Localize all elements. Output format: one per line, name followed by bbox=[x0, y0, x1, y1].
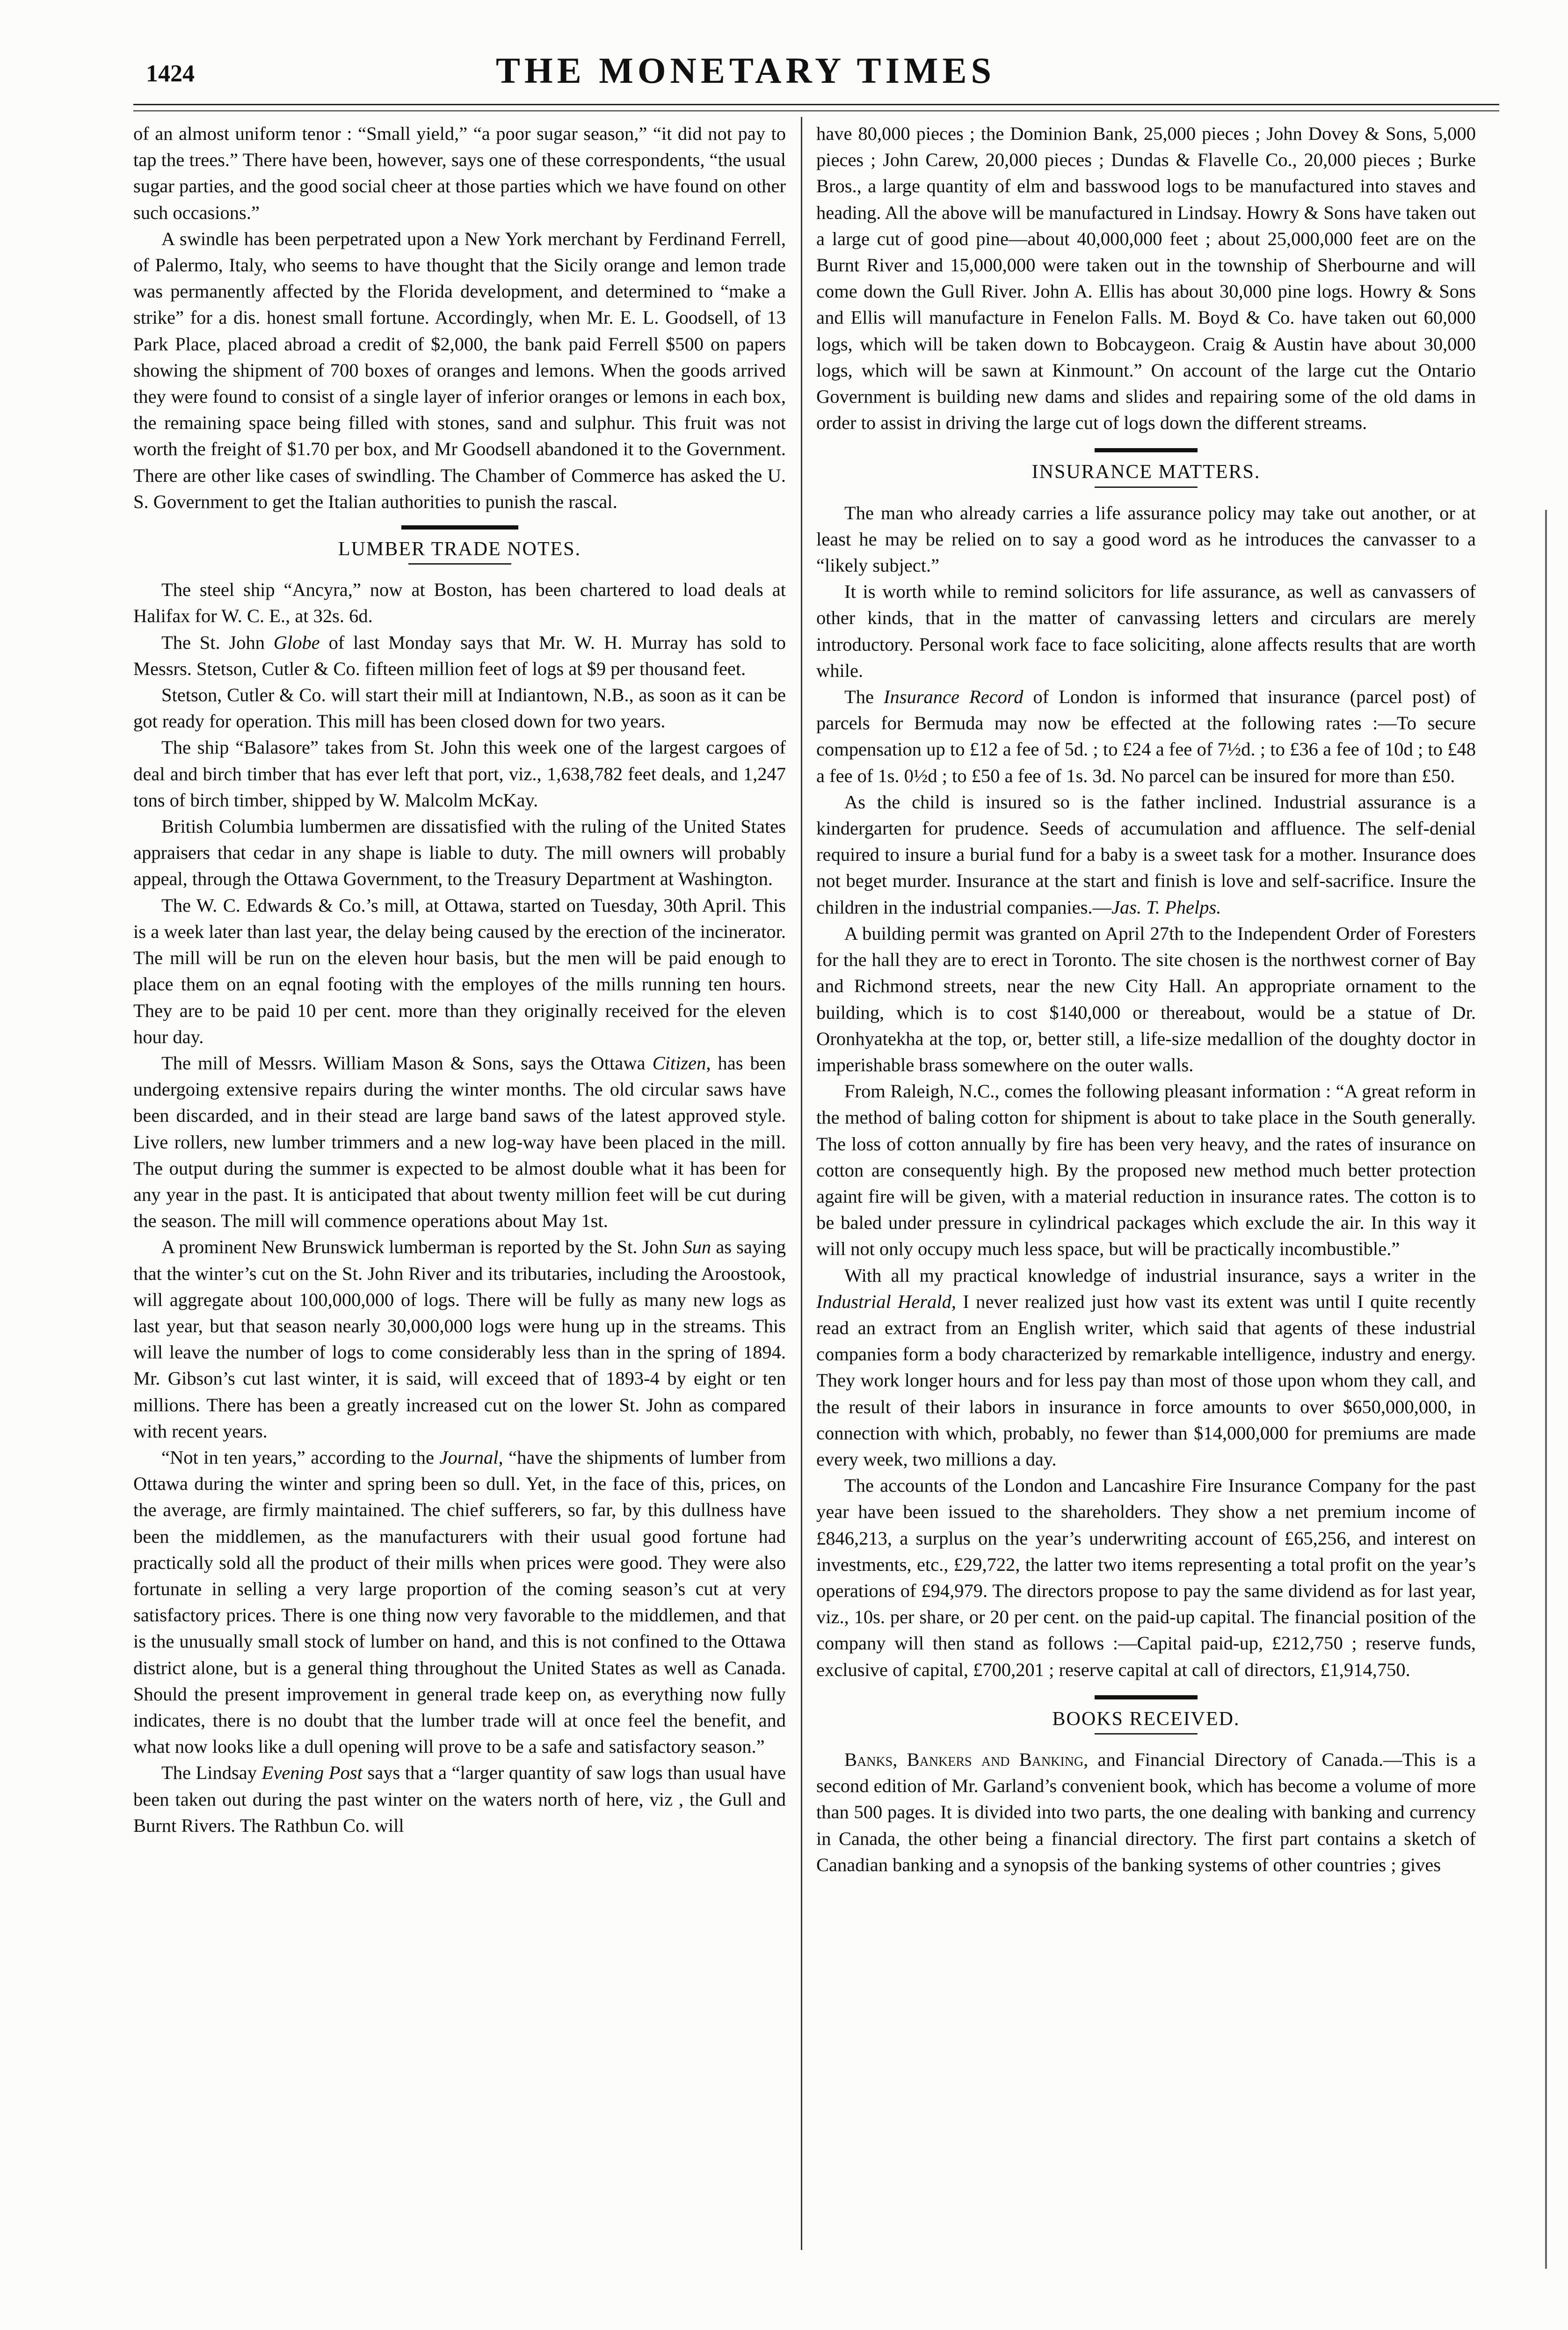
header-rule-thin bbox=[133, 110, 1499, 111]
lumber-note: The St. John Globe of last Monday says that Mr. W. H. Murray has sold to Messrs. Stetson, Cutler & Co. fifteen million feet of logs at $9 per thousand feet. bbox=[133, 631, 786, 679]
lumber-note: “Not in ten years,” according to the Journal, “have the shipments of lumber from Ottawa during the winter and spring been so dull. Yet, in the face of this, prices, on the average, are firmly maintained. The chief sufferers, so far, by this dullness have been the middlemen, as the manufacturers with their usual good fortune had practically sold all the product of their mills when prices were good. They were also fortunate in selling a very large proportion of the coming season’s cut at very satisfactory prices. There is one thing now very favorable to the middlemen, and that is the unusually small stock of lumber on hand, and this is not confined to the Ottawa district alone, but is a general thing throughout the United States as well as Canada. Should the present improvement in general trade keep on, as everything now fully indicates, there is no doubt that the lumber trade will at once feel the benefit, and what now looks like a dull opening will prove to be a safe and satisfactory season.” bbox=[133, 1446, 786, 1757]
lumber-heading: LUMBER TRADE NOTES. bbox=[338, 538, 581, 560]
page-edge-shadow bbox=[1545, 510, 1547, 2269]
column-divider bbox=[801, 117, 802, 2250]
insurance-note: The Insurance Record of London is informed that insurance (parcel post) of parcels for Bermuda may now be effected at the following rates :—To secure compensation up to £12 a fee of 5d. ; to £24 a fee of 7½d. ; to £36 a fee of 10d ; to £48 a fee of 1s. 0½d ; to £50 a fee of 1s. 3d. No parcel can be insured for more than £50. bbox=[816, 686, 1476, 786]
heading-underline bbox=[1095, 1733, 1198, 1735]
insurance-note: As the child is insured so is the father inclined. Industrial assurance is a kindergarten for prudence. Seeds of accumulation and affluence. The self-denial required to insure a burial fund for a baby is a sweet task for a mother. Insurance does not beget murder. Insurance at the start and finish is love and self-sacrifice. Insure the children in the industrial companies.—Jas. T. Phelps. bbox=[816, 791, 1476, 918]
right-column bbox=[816, 121, 1476, 1878]
lumber-note: Stetson, Cutler & Co. will start their mill at Indiantown, N.B., as soon as it can be got ready for operation. This mill has been closed down for two years. bbox=[133, 684, 786, 732]
lumber-note: British Columbia lumbermen are dissatisfied with the ruling of the United States appraisers that cedar in any shape is liable to duty. The mill owners will probably appeal, through the Ottawa Government, to the Treasury Department at Washington. bbox=[133, 816, 786, 890]
lindsay-continuation: have 80,000 pieces ; the Dominion Bank, 25,000 pieces ; John Dovey & Sons, 5,000 pieces ; John Carew, 20,000 pieces ; Dundas & Flavelle Co., 20,000 pieces ; Burke Bros., a large quantity of elm and basswood logs to be manufactured into staves and heading. All the above will be manufactured in Lindsay. Howry & Sons have taken out a large cut of good pine—about 40,000,000 feet ; about 25,000,000 feet are on the Burnt River and 15,000,000 were taken out in the township of Sherbourne and will come down the Gull River. John A. Ellis has about 30,000 pine logs. Howry & Sons and Ellis will manufacture in Fenelon Falls. M. Boyd & Co. have taken out 60,000 logs, which will be taken down to Bobcaygeon. Craig & Austin have about 30,000 logs, which will be sawn at Kinmount.” On account of the large cut the Ontario Government is building new dams and slides and repairing some of the old dams in order to assist in driving the large cut of logs down the different streams. bbox=[816, 123, 1476, 434]
left-column bbox=[133, 121, 786, 1839]
lumber-note: The ship “Balasore” takes from St. John this week one of the largest cargoes of deal and birch timber that has ever left that port, viz., 1,638,782 feet deals, and 1,247 tons of birch timber, shipped by W. Malcolm McKay. bbox=[133, 737, 786, 811]
lumber-note: A prominent New Brunswick lumberman is reported by the St. John Sun as saying that the winter’s cut on the St. John River and its tributaries, including the Aroostook, will aggregate about 100,000,000 of logs. There will be fully as many new logs as last year, but that season nearly 30,000,000 logs were hung up in the streams. This will leave the number of logs to come considerably less than in the spring of 1894. Mr. Gibson’s cut last winter, it is said, will exceed that of 1893-4 by eight or ten millions. There has been a greatly increased cut on the lower St. John as compared with recent years. bbox=[133, 1236, 786, 1442]
heading-underline bbox=[1095, 486, 1198, 488]
masthead: THE MONETARY TIMES bbox=[496, 50, 995, 91]
insurance-note: The man who already carries a life assurance policy may take out another, or at least he may be relied on to say a good word as he introduces the canvasser to a “likely subject.” bbox=[816, 502, 1476, 576]
header-rule bbox=[133, 104, 1499, 105]
insurance-note: The accounts of the London and Lancashire Fire Insurance Company for the past year have been issued to the shareholders. They show a net premium income of £846,213, a surplus on the year’s underwriting account of £65,256, and interest on investments, etc., £29,722, the latter two items representing a total profit on the year’s operations of £94,979. The directors propose to pay the same dividend as for last year, viz., 10s. per share, or 20 per cent. on the paid-up capital. The financial position of the company will then stand as follows :—Capital paid-up, £212,750 ; reserve funds, exclusive of capital, £700,201 ; reserve capital at call of directors, £1,914,750. bbox=[816, 1475, 1476, 1680]
section-separator bbox=[1095, 448, 1198, 452]
lumber-note: The steel ship “Ancyra,” now at Boston, has been chartered to load deals at Halifax for W. C. E., at 32s. 6d. bbox=[133, 579, 786, 627]
page-number: 1424 bbox=[146, 60, 195, 87]
heading-underline bbox=[408, 563, 511, 565]
insurance-heading: INSURANCE MATTERS. bbox=[1031, 461, 1261, 483]
insurance-note: With all my practical knowledge of industrial insurance, says a writer in the Industrial Herald, I never realized just how vast its extent was until I quite recently read an extract from an English writer, which said that agents of these industrial companies form a body characterized by remarkable intelligence, industry and energy. They work longer hours and for less pay than most of those upon whom they call, and the result of their labors in insurance in force amounts to over $650,000,000, in connection with which, probably, no fewer than $14,000,000 for premiums are made every week, two millions a day. bbox=[816, 1264, 1476, 1470]
swindle-paragraph: A swindle has been perpetrated upon a New York merchant by Ferdinand Ferrell, of Palermo, Italy, who seems to have thought that the Sicily orange and lemon trade was permanently affected by the Florida development, and determined to “make a strike” for a dis. honest small fortune. Accordingly, when Mr. E. L. Goodsell, of 13 Park Place, placed abroad a credit of $2,000, the bank paid Ferrell $500 on papers showing the shipment of 700 boxes of oranges and lemons. When the goods arrived they were found to consist of a single layer of inferior oranges or lemons in each box, the remaining space being filled with stones, sand and sulphur. This fruit was not worth the freight of $1.70 per box, and Mr Goodsell abandoned it to the Government. There are other like cases of swindling. The Chamber of Commerce has asked the U. S. Government to get the Italian authorities to punish the rascal. bbox=[133, 228, 786, 512]
insurance-note: A building permit was granted on April 27th to the Independent Order of Foresters for the hall they are to erect in Toronto. The site chosen is the northwest corner of Bay and Richmond streets, near the new City Hall. An appropriate ornament to the building, which is to cost $140,000 or thereabout, would be a statue of Dr. Oronhyatekha at the top, or, better still, a life-size medallion of the doughty doctor in imperishable brass somewhere on the outer walls. bbox=[816, 922, 1476, 1075]
section-separator bbox=[401, 525, 518, 530]
lumber-note: The mill of Messrs. William Mason & Sons, says the Ottawa Citizen, has been undergoing extensive repairs during the winter months. The old circular saws have been discarded, and in their stead are large band saws of the latest approved style. Live rollers, new lumber trimmers and a new log-way have been placed in the mill. The output during the summer is expected to be almost double what it has been for any year in the past. It is anticipated that about twenty million feet will be cut during the season. The mill will commence operations about May 1st. bbox=[133, 1052, 786, 1232]
section-separator bbox=[1095, 1695, 1198, 1699]
sugar-paragraph: of an almost uniform tenor : “Small yield,” “a poor sugar season,” “it did not pay to tap the trees.” There have been, however, says one of these correspondents, “the usual sugar parties, and the good social cheer at those parties which we have found on other such occasions.” bbox=[133, 123, 786, 223]
books-heading: BOOKS RECEIVED. bbox=[1052, 1708, 1240, 1730]
insurance-note: From Raleigh, N.C., comes the following pleasant information : “A great reform in the method of baling cotton for shipment is about to take place in the South generally. The loss of cotton annually by fire has been very heavy, and the rates of insurance on cotton are consequently high. By the proposed new method much better protection againt fire will be given, with a material reduction in insurance rates. The cotton is to be baled under pressure in cylindrical packages which exclude the air. In this way it will not only occupy much less space, but will be practically incombustible.” bbox=[816, 1081, 1476, 1260]
insurance-note: It is worth while to remind solicitors for life assurance, as well as canvassers of other kinds, that in the matter of canvassing letters and circulars are merely introductory. Personal work face to face soliciting, alone affects results that are worth while. bbox=[816, 581, 1476, 681]
books-note: Banks, Bankers and Banking, and Financial Directory of Canada.—This is a second edition of Mr. Garland’s convenient book, which has become a volume of more than 500 pages. It is divided into two parts, the one dealing with banking and currency in Canada, the other being a financial directory. The first part contains a sketch of Canadian banking and a synopsis of the banking systems of other countries ; gives bbox=[816, 1749, 1476, 1875]
lumber-note: The W. C. Edwards & Co.’s mill, at Ottawa, started on Tuesday, 30th April. This is a week later than last year, the delay being caused by the erection of the incinerator. The mill will be run on the eleven hour basis, but the men will be paid enough to place them on an eqnal footing with the employes of the mills running ten hours. They are to be paid 10 per cent. more than they originally received for the eleven hour day. bbox=[133, 894, 786, 1047]
lumber-note: The Lindsay Evening Post says that a “larger quantity of saw logs than usual have been taken out during the past winter on the waters north of here, viz , the Gull and Burnt Rivers. The Rathbun Co. will bbox=[133, 1762, 786, 1836]
